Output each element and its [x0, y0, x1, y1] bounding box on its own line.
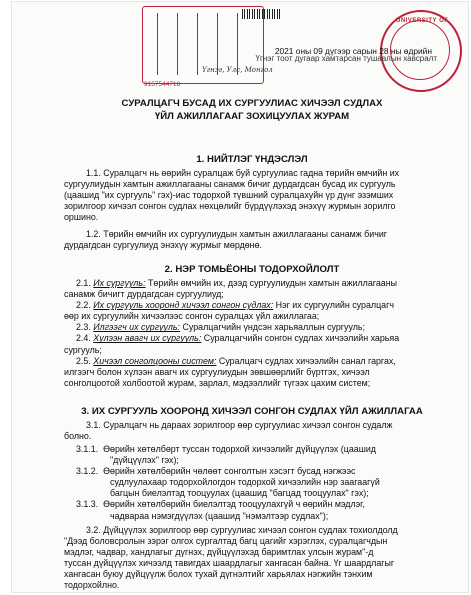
text-line: (цаашид "их сургууль" гэх)-иас тодорхой түвшний суралцахуйн үр дүнг эзэмших — [64, 190, 394, 201]
text-line: туссан дүйцүүлэх хичээлд тавигдах шаардлагыг хангасан байна. Үг шаардлагыг — [64, 558, 395, 569]
definition-item: 2.1. Их сургууль: Төрийн өмчийн их, дээд сургуулиудын хамтын ажиллагааны санамж бичигт дурдагдсан сургуулиуд; — [64, 278, 444, 300]
subitem: 3.1.1. Өөрийн хөтөлбөрт туссан тодорхой хичээлийг дүйцүүлэх (цаашид "дүйцүүлэх" гэх); — [76, 444, 444, 466]
text-line: "Дээд боловсролын зэрэг олгох сургалтад багц цагийг хэрэглэх, суралцагчдын — [64, 536, 388, 547]
text-line: сургуулиудын хамтын ажиллагааны санамж бичиг дурдагдсан бусад их сургууль — [64, 179, 396, 190]
section2-list — [64, 278, 444, 389]
document-page — [12, 2, 468, 592]
handwritten-note: Үгнэг, Улс, Монгол — [202, 66, 273, 74]
text-line: чадвараа нэмэгдүүлэх (цаашид "нэмэлтээр судлах"); — [110, 510, 329, 521]
stamp-number: 9157544718 — [144, 81, 181, 88]
term: Их сургууль: — [93, 278, 146, 288]
section3-subitems — [76, 444, 444, 522]
text-line: 1.2. Төрийн өмчийн их сургуулиудын хамтын ажиллагааны санамж бичиг — [86, 229, 388, 239]
definition-item: 2.3. Илгээгч их сургууль: Суралцагчийн үндсэн харьяаллын сургууль; — [76, 322, 365, 333]
section1-p2 — [64, 229, 444, 251]
section3-p32 — [64, 525, 444, 592]
order-date: 2021 оны 09 дүгээр сарын 28 ны өдрийн — [274, 46, 432, 56]
definition-item: 2.2. Их сургууль хооронд хичээл сонгон судлах: Нэг их сургуулийн суралцагч өөр их сургуулийн хичээлээс сонгон суралцах үйл ажиллагаа; — [64, 300, 444, 322]
section2-heading: 2. НЭР ТОМЬЁОНЫ ТОДОРХОЙЛОЛТ — [164, 264, 340, 275]
seal-text: UNIVERSITY OF — [396, 18, 449, 24]
definition-item: 2.4. Хүлээн авагч их сургууль: Суралцагчийн сонгон судлах хичээлийн харьяа сургууль; — [64, 333, 444, 355]
text-line: 1.1. Суралцагч нь өөрийн суралцаж буй сургуулиас гадна төрийн өмчийн их — [86, 168, 400, 178]
text-line: тодорхойлно. — [64, 580, 120, 591]
text-line: судлуулахаар тодорхойлогдон тодорхой хичээлийн нэр заагаагүй — [110, 477, 380, 488]
subitem: 3.1.3. Өөрийн хөтөлбөрийн биелэлтэд тооцуулахгүй ч өөрийн мэдлэг, чадвараа нэмэгдүүлэх (цаашид "нэмэлтээр судлах"); — [76, 499, 444, 521]
definition-item: 2.5. Хичээл сонголцооны систем: Суралцагч судлах хичээлийн санал гаргах, илгээгч болон хүлээн авагч их сургуулиудын зөвшөөрлийг бүртгэх, хичээл сонголцоотой холбоотой журам, зарлал, мэдээллийг түгээх цахим систем; — [64, 356, 444, 389]
order-reference: Үгнэг тоот дугаар хамтарсан тушаалын хавсралт — [255, 54, 437, 63]
text-line: санамж бичигт дурдагдсан сургуулиуд; — [64, 289, 224, 300]
section3-p31 — [64, 420, 444, 442]
text-line: хангасан буюу дүйцүүлж болох тухай дүгнэлтийг харьялах нэгжийн тэнхим — [64, 569, 373, 580]
text-line: дурдагдсан сургуулиуд энэхүү журмыг мөрдөнө. — [64, 240, 262, 251]
term: Илгээгч их сургууль: — [93, 322, 181, 333]
text-line: оршино. — [64, 212, 99, 223]
text-line: мэдлэг, чадвар, хандлагыг дүгнэх, дүйцүүлэхэд баримтлах улсын журам"-д — [64, 547, 374, 558]
text-line: зорилгоор хичээл сонгон судлах нөхцөлийг бүрдүүлэхэд энэхүү журмын зорилго — [64, 201, 396, 212]
section3-heading: 3. ИХ СУРГУУЛЬ ХООРОНД ХИЧЭЭЛ СОНГОН СУДЛАХ ҮЙЛ АЖИЛЛАГАА — [81, 406, 423, 417]
subitem: 3.1.2. Өөрийн хөтөлбөрийн чөлөөт сонголтын хэсэгт бусад нэгжээс судлуулахаар тодорхойлогдон тодорхой хичээлийн нэр заагаагүй багцын биелэлтэд тооцуулах (цаашид "багцад тооцуулах" гэх); — [76, 466, 444, 499]
section1-heading: 1. НИЙТЛЭГ ҮНДЭСЛЭЛ — [196, 154, 308, 165]
text-line: 3.2. Дүйцүүлэх зорилгоор өөр сургуулиас хичээл сонгон судлах тохиолдолд — [86, 525, 398, 535]
term: Их сургууль хооронд хичээл сонгон судлах: — [93, 300, 274, 311]
text-line: багцын биелэлтэд тооцуулах (цаашид "багцад тооцуулах" гэх); — [110, 488, 369, 499]
term: Хичээл сонголцооны систем: — [93, 355, 217, 366]
text-line: сонголцоотой холбоотой журам, зарлал, мэдээллийг түгээх цахим систем; — [64, 377, 371, 388]
text-line: өөр их сургуулийн хичээлээс сонгон суралцах үйл ажиллагаа; — [64, 311, 320, 322]
document-title-line1: СУРАЛЦАГЧ БУСАД ИХ СУРГУУЛИАС ХИЧЭЭЛ СУДЛАХ — [121, 98, 383, 109]
text-line: сургууль; — [64, 344, 102, 355]
term: Хүлээн авагч их сургууль: — [93, 333, 202, 344]
barcode-icon — [242, 9, 282, 19]
section1-p1 — [64, 168, 444, 223]
text-line: илгээгч болон хүлээн авагч их сургуулиудын зөвшөөрлийг бүртгэх, хичээл — [64, 366, 370, 377]
document-title-line2: ҮЙЛ АЖИЛЛАГААГ ЗОХИЦУУЛАХ ЖУРАМ — [154, 111, 350, 122]
text-line: 3.1. Суралцагч нь дараах зорилгоор өөр сургуулиас хичээл сонгон судалж — [86, 420, 393, 430]
text-line: "дүйцүүлэх" гэх); — [110, 455, 179, 466]
text-line: болно. — [64, 431, 92, 442]
